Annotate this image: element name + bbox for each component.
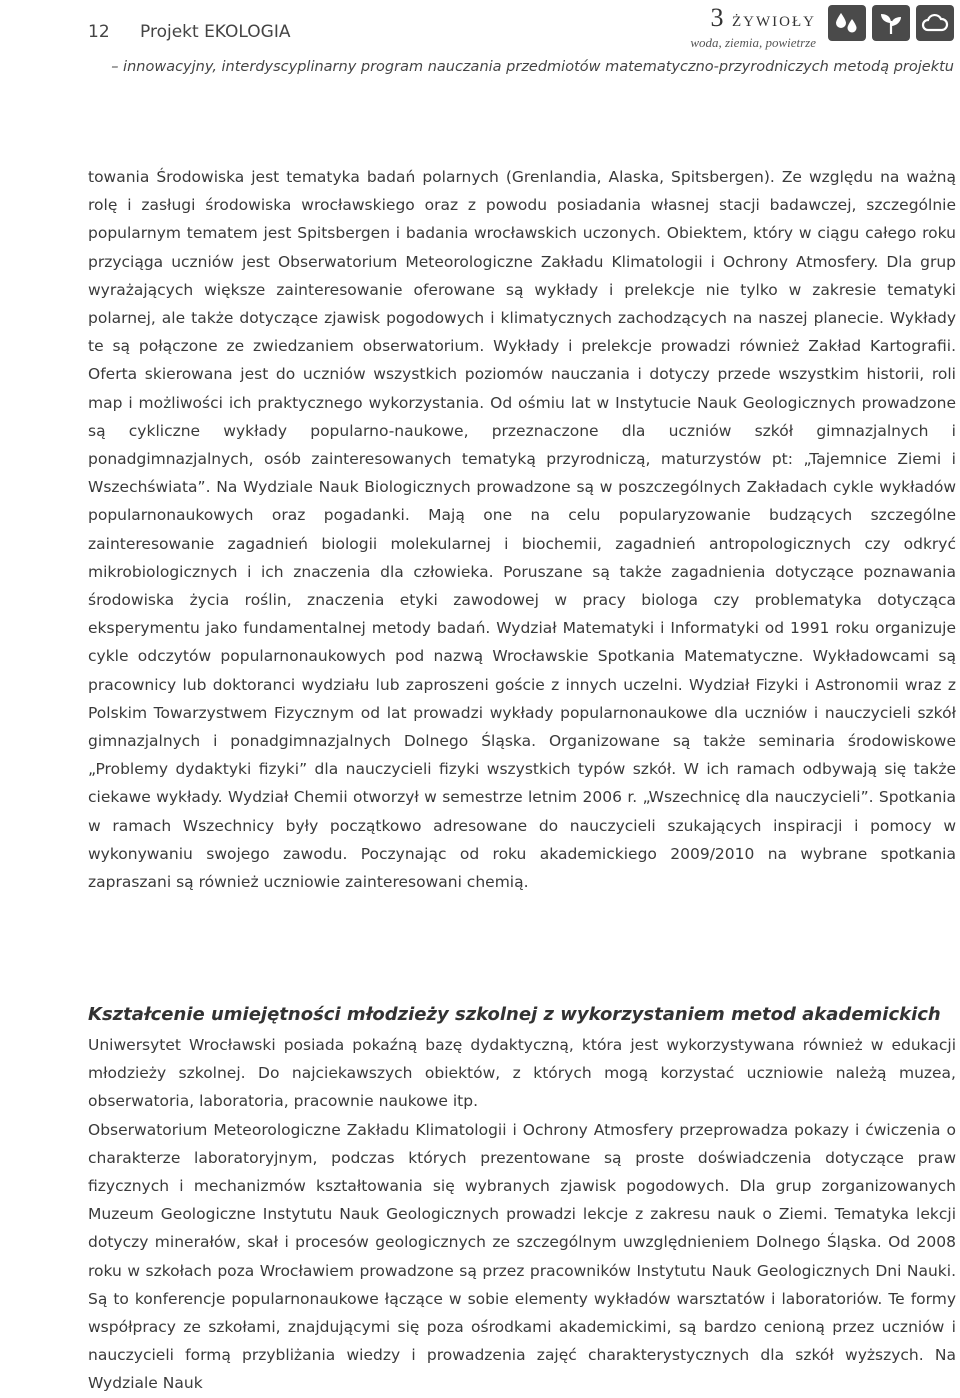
project-name: Projekt EKOLOGIA — [140, 22, 291, 42]
section-heading: Kształcenie umiejętności młodzieży szkolnej z wykorzystaniem metod akademickich — [88, 1004, 941, 1025]
page-header — [0, 0, 960, 80]
page-number: 12 — [88, 22, 110, 42]
water-drops-icon — [828, 5, 866, 41]
header-subtitle: – innowacyjny, interdyscyplinarny program nauczania przedmiotów matematyczno-przyrodniczych metodą projektu — [111, 59, 954, 75]
brand-tagline: woda, ziemia, powietrze — [690, 35, 816, 50]
cloud-icon — [916, 5, 954, 41]
main-text — [88, 163, 956, 896]
brand-word: ŻYWIOŁY — [732, 14, 816, 30]
brand-number: 3 — [710, 3, 725, 32]
section-paragraph-2: Obserwatorium Meteorologiczne Zakładu Klimatologii i Ochrony Atmosfery przeprowadza pokazy i ćwiczenia o charakterze laboratoryjnym, podczas których prezentowane są proste doświadczenia dotyczące praw fizycznych i mechanizmów kształtowania się wybranych zjawisk pogodowych. Dla grup zorganizowanych Muzeum Geologiczne Instytutu Nauk Geologicznych prowadzi lekcje z zakresu nauk o Ziemi. Tematyka lekcji dotyczy minerałów, skał i procesów geologicznych ze szczególnym uwzględnieniem Dolnego Śląska. Od 2008 roku w szkołach poza Wrocławiem prowadzone są przez pracowników Instytutu Nauk Geologicznych Dni Nauki. Są to konferencje popularnonaukowe łączące w sobie elementy wykładów warsztatów i laboratoriów. Te formy współpracy ze szkołami, znajdującymi się poza ośrodkami akademickimi, są bardzo cenioną przez uczniów i nauczycieli formą przybliżania wiedzy i prowadzenia zajęć charakterystycznych dla szkół wyższych. Na Wydziale Nauk — [88, 1120, 956, 1393]
section-education — [88, 1000, 956, 1398]
brand-title — [690, 4, 816, 36]
brand-block — [690, 4, 816, 50]
section-paragraph-1: Uniwersytet Wrocławski posiada pokaźną bazę dydaktyczną, która jest wykorzystywana również w edukacji młodzieży szkolnej. Do najciekawszych obiektów, z których mogą korzystać uczniowie należą muzea, obserwatoria, laboratoria, pracownie naukowe itp. — [88, 1036, 956, 1111]
body-paragraph: towania Środowiska jest tematyka badań polarnych (Grenlandia, Alaska, Spitsbergen). Ze względu na ważną rolę i zasługi środowiska wrocławskiego oraz z powodu posiadania własnej stacji badawczej, szczególnie popularnym tematem jest Spitsbergen i badania wrocławskich uczonych. Obiektem, który w ciągu całego roku przyciąga uczniów jest Obserwatorium Meteorologiczne Zakładu Klimatologii i Ochrony Atmosfery. Dla grup wyrażających większe zainteresowanie oferowane są wykłady i prelekcje nie tylko w zakresie tematyki polarnej, ale także dotyczące zjawisk pogodowych i klimatycznych zachodzących na naszej planecie. Wykłady te są połączone ze zwiedzaniem obserwatorium. Wykłady i prelekcje prowadzi również Zakład Kartografii. Oferta skierowana jest do uczniów wszystkich poziomów nauczania i dotyczy przede wszystkim historii, roli map i możliwości ich praktycznego wykorzystania. Od ośmiu lat w Instytucie Nauk Geologicznych prowadzone są cykliczne wykłady popularno-naukowe, przeznaczone dla uczniów szkół gimnazjalnych i ponadgimnazjalnych, osób zainteresowanych tematyką przyrodniczą, maturzystów pt: „Tajemnice Ziemi i Wszechświata”. Na Wydziale Nauk Biologicznych prowadzone są w poszczególnych Zakładach cykle wykładów popularnonaukowych oraz pogadanki. Mają one na celu popularyzowanie budzących szczególne zainteresowanie zagadnień biologii molekularnej i biochemii, zagadnień antropologicznych czy odkryć mikrobiologicznych i ich znaczenia dla człowieka. Poruszane są także zagadnienia dotyczące poznawania środowiska życia roślin, znaczenia etyki zawodowej w pracy biologa czy problematyka dotycząca eksperymentu jako fundamentalnej metody badań. Wydział Matematyki i Informatyki od 1991 roku organizuje cykle odczytów popularnonaukowych pod nazwą Wrocławskie Spotkania Matematyczne. Wykładowcami są pracownicy lub doktoranci wydziału lub zaproszeni goście z innych uczelni. Wydział Fizyki i Astronomii wraz z Polskim Towarzystwem Fizycznym od lat prowadzi wykłady popularnonaukowe dla uczniów i nauczycieli szkół gimnazjalnych i ponadgimnazjalnych Dolnego Śląska. Organizowane są także seminaria środowiskowe „Problemy dydaktyki fizyki” dla nauczycieli fizyki wszystkich typów szkół. W ich ramach odbywają się także ciekawe wykłady. Wydział Chemii otworzył w semestrze letnim 2006 r. „Wszechnicę dla nauczycieli”. Spotkania w ramach Wszechnicy były początkowo adresowane do nauczycieli szukających inspiracji i pomocy w wykonywaniu swojego zawodu. Poczynając od roku akademickiego 2009/2010 na wybrane spotkania zapraszani są również uczniowie zainteresowani chemią. — [88, 168, 956, 892]
plant-sprout-icon — [872, 5, 910, 41]
element-icons — [828, 5, 954, 41]
